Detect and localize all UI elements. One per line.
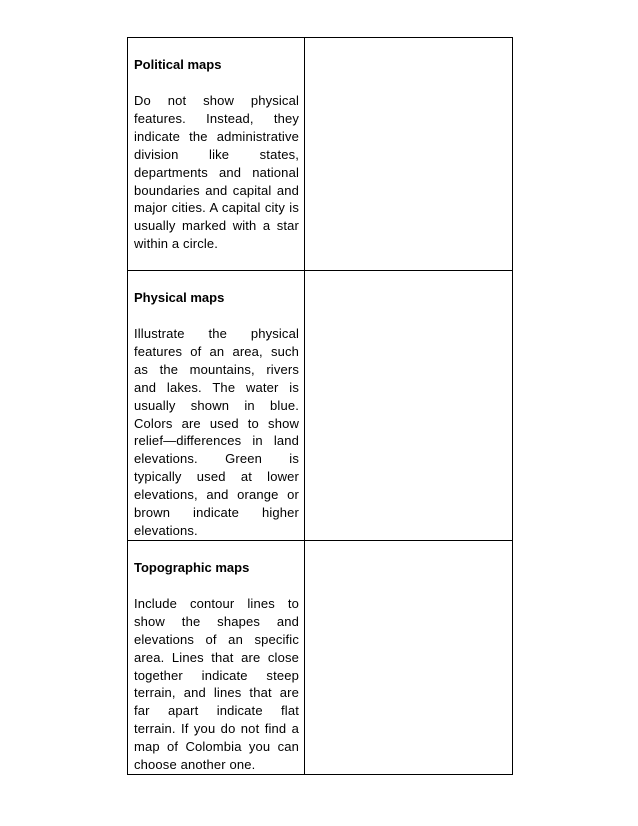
political-maps-description-cell xyxy=(128,38,305,271)
physical-maps-answer-cell xyxy=(305,271,513,541)
map-types-table xyxy=(127,37,513,775)
physical-maps-description-cell xyxy=(128,271,305,541)
table-row-topographic-maps xyxy=(128,540,513,774)
physical-maps-text: Illustrate the physical features of an area, such as the mountains, rivers and lakes. The water is usually shown in blue. Colors are used to show relief—differences in land elevations. Green is typically used at lower elevations, and orange or brown indicate higher elevations. xyxy=(134,326,299,538)
table-row-political-maps xyxy=(128,38,513,271)
topographic-maps-text: Include contour lines to show the shapes and elevations of an specific area. Lines that are close together indicate steep terrain, and lines that are far apart indicate flat terrain. If you do not find a map of Colombia you can choose another one. xyxy=(134,595,299,773)
topographic-maps-heading: Topographic maps xyxy=(134,559,250,575)
physical-maps-heading: Physical maps xyxy=(134,290,225,305)
political-maps-answer-cell xyxy=(305,38,513,271)
topographic-maps-answer-cell xyxy=(305,540,513,774)
topographic-maps-description-cell xyxy=(128,540,305,774)
political-maps-text: Do not show physical features. Instead, they indicate the administrative division like states, departments and national boundaries and capital and major cities. A capital city is usually marked with a star within a circle. xyxy=(134,93,299,252)
political-maps-heading: Political maps xyxy=(134,57,222,72)
table-row-physical-maps xyxy=(128,271,513,541)
